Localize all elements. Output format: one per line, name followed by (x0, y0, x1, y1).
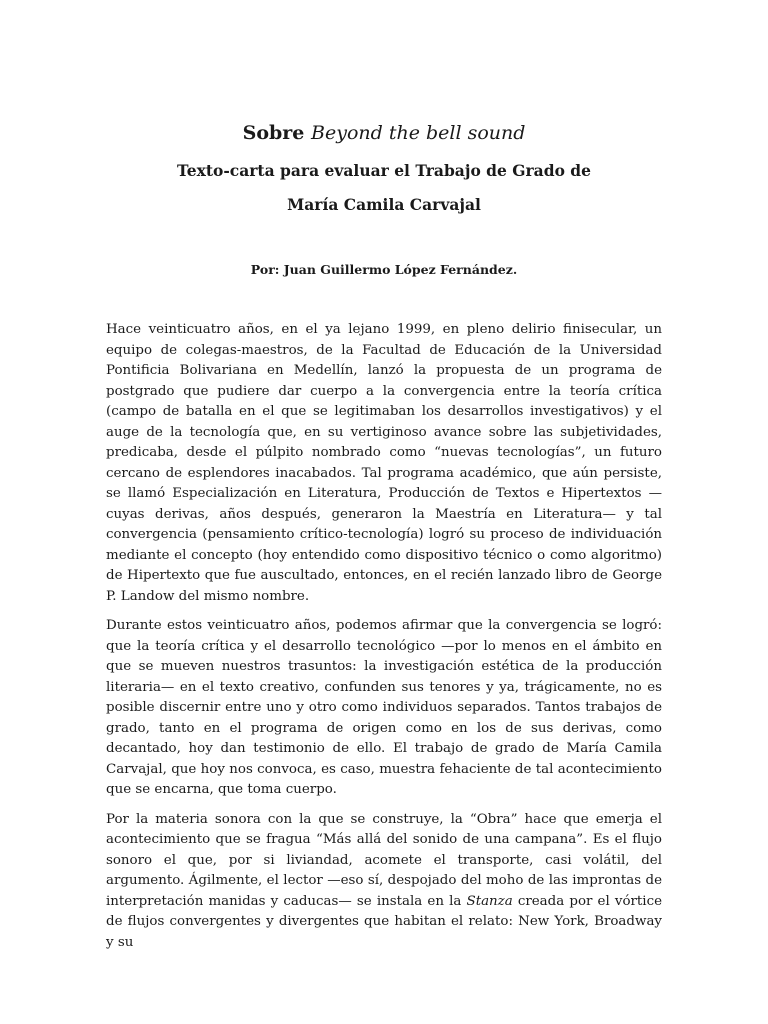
paragraph-3 (106, 810, 662, 954)
subtitle-line-1: Texto-carta para evaluar el Trabajo de Grado de (177, 161, 591, 180)
paragraph-3-part-1: Por la materia sonora con la que se construye, la “Obra” hace que emerja el acontecimiento que se fragua “Más allá del sonido de una campana”. Es el flujo sonoro el que, por si liviandad, acomete el transporte, casi volátil, del argumento. Ágilmente, el lector —eso sí, despojado del moho de las improntas de interpretación manidas y caducas— se instala en la (106, 811, 662, 909)
paragraph-3-italic-term: Stanza (466, 893, 513, 909)
title-prefix: Sobre (242, 122, 311, 144)
author-byline: Por: Juan Guillermo López Fernández. (250, 262, 518, 277)
paragraph-1: Hace veinticuatro años, en el ya lejano 1999, en pleno delirio finisecular, un equipo de colegas-maestros, de la Facultad de Educación de la Universidad Pontificia Bolivariana en Medellín, lanzó la propuesta de un programa de postgrado que pudiere dar cuerpo a la convergencia entre la teoría crítica (campo de batalla en el que se legitimaban los desarrollos investigativos) y el auge de la tecnología que, en su vertiginoso avance sobre las subjetividades, predicaba, desde el púlpito nombrado como “nuevas tecnologías”, un futuro cercano de esplendores inacabados. Tal programa académico, que aún persiste, se llamó Especialización en Literatura, Producción de Textos e Hipertextos —cuyas derivas, años después, generaron la Maestría en Literatura— y tal convergencia (pensamiento crítico-tecnología) logró su proceso de individuación mediante el concepto (hoy entendido como dispositivo técnico o como algoritmo) de Hipertexto que fue auscultado, entonces, en el recién lanzado libro de George P. Landow del mismo nombre. (106, 322, 662, 604)
paragraph-3-part-2: creada por el vórtice de flujos convergentes y divergentes que habitan el relato: New York, Broadway y su (106, 893, 663, 950)
paragraph-2: Durante estos veinticuatro años, podemos afirmar que la convergencia se logró: que la teoría crítica y el desarrollo tecnológico —por lo menos en el ámbito en que se mueven nuestros trasuntos: la investigación estética de la producción literaria— en el texto creativo, confunden sus tenores y ya, trágicamente, no es posible discernir entre uno y otro como individuos separados. Tantos trabajos de grado, tanto en el programa de origen como en los de sus derivas, como decantado, hoy dan testimonio de ello. El trabajo de grado de María Camila Carvajal, que hoy nos convoca, es caso, muestra fehaciente de tal acontecimiento que se encarna, que toma cuerpo. (106, 618, 662, 797)
document-title (0, 120, 768, 146)
subtitle-line-2: María Camila Carvajal (287, 195, 481, 214)
title-italic-work: Beyond the bell sound (311, 122, 526, 144)
body-text (106, 320, 662, 962)
